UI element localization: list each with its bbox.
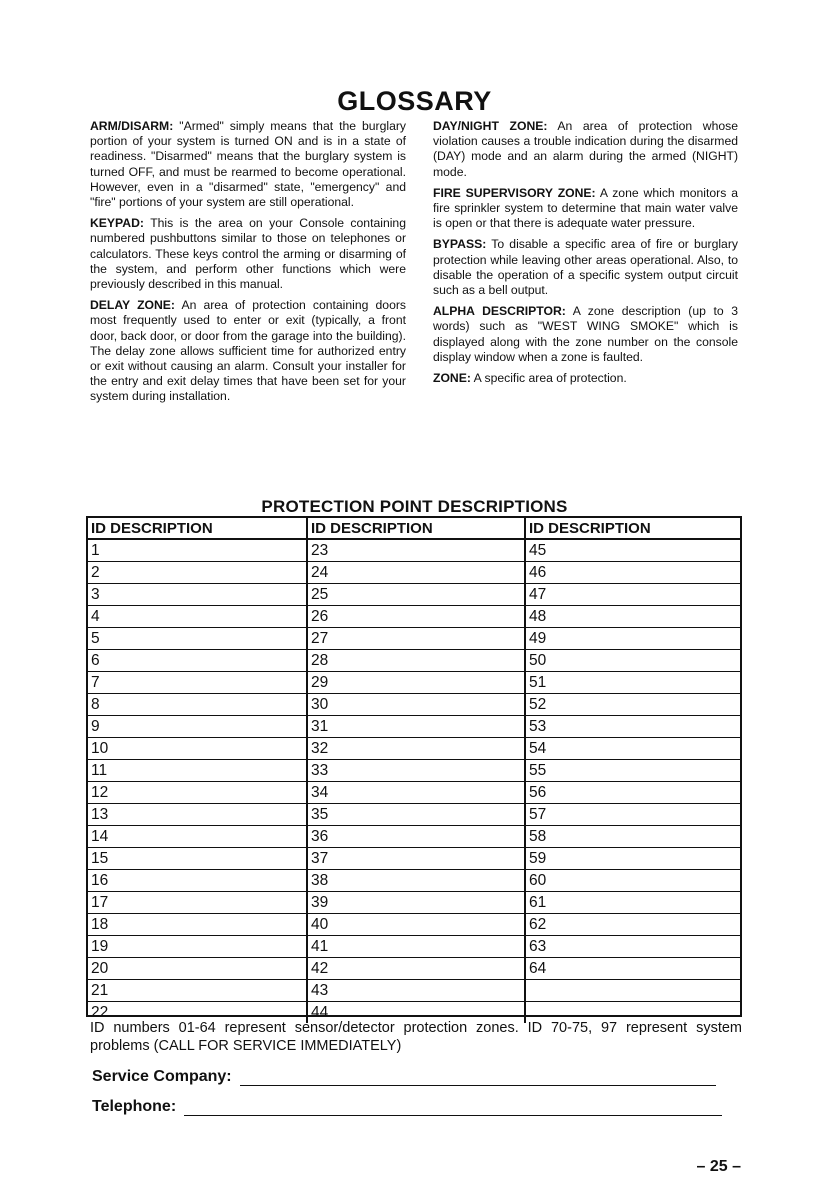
protection-cell: 48 [526, 606, 740, 628]
protection-cell: 46 [526, 562, 740, 584]
protection-column-2 [308, 518, 526, 1023]
protection-cell [526, 980, 740, 1002]
glossary-definition: An area of protection whose violation causes a trouble indication during the disarmed (DAY) mode and an alarm during the armed (NIGHT) mode. [433, 119, 739, 179]
protection-cell: 36 [308, 826, 524, 848]
protection-cell: 21 [88, 980, 306, 1002]
protection-cell: 24 [308, 562, 524, 584]
glossary-right-column [433, 119, 738, 392]
protection-cell: 52 [526, 694, 740, 716]
protection-cell: 42 [308, 958, 524, 980]
protection-cell: 3 [88, 584, 306, 606]
protection-cell: 25 [308, 584, 524, 606]
protection-cell: 19 [88, 936, 306, 958]
glossary-term: ALPHA DESCRIPTOR: [433, 304, 566, 319]
protection-cell: 20 [88, 958, 306, 980]
protection-cell: 18 [88, 914, 306, 936]
protection-cell: 10 [88, 738, 306, 760]
telephone-row [92, 1098, 722, 1116]
glossary-definition: This is the area on your Console containing numbered pushbuttons similar to those on telephones or calculators. These keys control the arming or disarming of the system, and perform other functions which were previously described in this manual. [90, 216, 406, 292]
glossary-term: KEYPAD: [90, 216, 144, 231]
glossary-entry-delay-zone [90, 298, 406, 404]
glossary-entry-bypass [433, 237, 738, 298]
protection-cell: 30 [308, 694, 524, 716]
protection-cell: 56 [526, 782, 740, 804]
protection-cell: 61 [526, 892, 740, 914]
protection-cell: 28 [308, 650, 524, 672]
protection-cell: 43 [308, 980, 524, 1002]
service-company-row [92, 1068, 716, 1086]
glossary-left-column [90, 119, 406, 411]
protection-cell: 64 [526, 958, 740, 980]
protection-cell: 7 [88, 672, 306, 694]
glossary-entry-day-night-zone [433, 119, 738, 180]
protection-cell: 1 [88, 540, 306, 562]
protection-cell: 31 [308, 716, 524, 738]
glossary-entry-arm-disarm [90, 119, 406, 210]
column-header: ID DESCRIPTION [308, 518, 524, 540]
protection-cell: 38 [308, 870, 524, 892]
protection-cell: 8 [88, 694, 306, 716]
protection-cell: 50 [526, 650, 740, 672]
protection-cell: 33 [308, 760, 524, 782]
protection-cell: 62 [526, 914, 740, 936]
glossary-term: ZONE: [433, 371, 471, 386]
protection-cell: 47 [526, 584, 740, 606]
glossary-term: BYPASS: [433, 237, 487, 252]
glossary-definition: A zone which monitors a fire sprinkler system to determine that main water valve is open or that there is adequate water pressure. [433, 185, 738, 231]
protection-column-1 [88, 518, 308, 1023]
service-company-label: Service Company: [92, 1068, 232, 1085]
protection-cell: 53 [526, 716, 740, 738]
glossary-entry-alpha-descriptor [433, 304, 738, 365]
protection-cell: 9 [88, 716, 306, 738]
protection-cell: 13 [88, 804, 306, 826]
protection-cell: 35 [308, 804, 524, 826]
protection-cell: 34 [308, 782, 524, 804]
protection-cell: 49 [526, 628, 740, 650]
protection-cell: 22 [91, 1004, 109, 1021]
glossary-definition: A zone description (up to 3 words) such as "WEST WING SMOKE" which is displayed along with the zone number on the console display window when a zone is faulted. [433, 304, 738, 364]
protection-cell: 14 [88, 826, 306, 848]
protection-cell: 5 [88, 628, 306, 650]
protection-cell: 40 [308, 914, 524, 936]
protection-cell: 15 [88, 848, 306, 870]
glossary-entry-fire-supervisory-zone [433, 186, 738, 232]
protection-cell: 63 [526, 936, 740, 958]
protection-cell: 45 [526, 540, 740, 562]
glossary-term: ARM/DISARM: [90, 119, 174, 133]
protection-cell: 26 [308, 606, 524, 628]
glossary-term: FIRE SUPERVISORY ZONE: [433, 185, 596, 200]
protection-cell: 54 [526, 738, 740, 760]
protection-cell: 44 [311, 1004, 329, 1021]
glossary-definition: "Armed" simply means that the burglary portion of your system is turned ON and is in a state of readiness. "Disarmed" means that the burglary system is turned OFF, and must be rearmed to become operational. However, even in a "disarmed" state, "emergency" and "fire" portions of your system are still operational. [90, 119, 406, 210]
protection-cell: 55 [526, 760, 740, 782]
protection-cell: 11 [88, 760, 306, 782]
protection-cell: 51 [526, 672, 740, 694]
telephone-field[interactable] [184, 1098, 722, 1116]
protection-cell: 57 [526, 804, 740, 826]
protection-cell: 2 [88, 562, 306, 584]
service-company-field[interactable] [240, 1068, 716, 1086]
glossary-term: DELAY ZONE: [90, 298, 175, 313]
protection-table-title: PROTECTION POINT DESCRIPTIONS [261, 497, 568, 516]
protection-cell: 58 [526, 826, 740, 848]
protection-cell: 60 [526, 870, 740, 892]
protection-cell: 4 [88, 606, 306, 628]
protection-cell: 27 [308, 628, 524, 650]
protection-cell: 23 [308, 540, 524, 562]
protection-cell: 6 [88, 650, 306, 672]
protection-point-table [86, 516, 742, 1021]
protection-cell: 17 [88, 892, 306, 914]
protection-cell: 37 [308, 848, 524, 870]
glossary-definition: To disable a specific area of fire or burglary protection while leaving other areas operational. Also, to disable the operation of a specific system output circuit such as a bell output. [433, 237, 738, 298]
protection-cell: 59 [526, 848, 740, 870]
protection-cell: 41 [308, 936, 524, 958]
protection-cell: 29 [308, 672, 524, 694]
protection-cell: 39 [308, 892, 524, 914]
glossary-entry-keypad [90, 216, 406, 292]
glossary-definition: An area of protection containing doors most frequently used to enter or exit (typically, a front door, back door, or door from the garage into the building). The delay zone allows sufficient time for authorized entry or exit without causing an alarm. Consult your installer for the entry and exit delay times that have been set for your system during installation. [90, 298, 407, 404]
zone-id-note: ID numbers 01-64 represent sensor/detector protection zones. ID 70-75, 97 represent system problems (CALL FOR SERVICE IMMEDIATELY) [90, 1020, 742, 1054]
protection-column-3 [526, 518, 740, 1023]
protection-cell: 12 [88, 782, 306, 804]
page-number: – 25 – [696, 1158, 741, 1175]
column-header: ID DESCRIPTION [526, 518, 740, 540]
column-header: ID DESCRIPTION [88, 518, 306, 540]
glossary-definition: A specific area of protection. [473, 371, 627, 386]
protection-cell: 32 [308, 738, 524, 760]
protection-cell: 16 [88, 870, 306, 892]
glossary-term: DAY/NIGHT ZONE: [433, 119, 548, 133]
glossary-title: GLOSSARY [337, 86, 492, 116]
glossary-entry-zone [433, 371, 738, 386]
telephone-label: Telephone: [92, 1098, 177, 1115]
